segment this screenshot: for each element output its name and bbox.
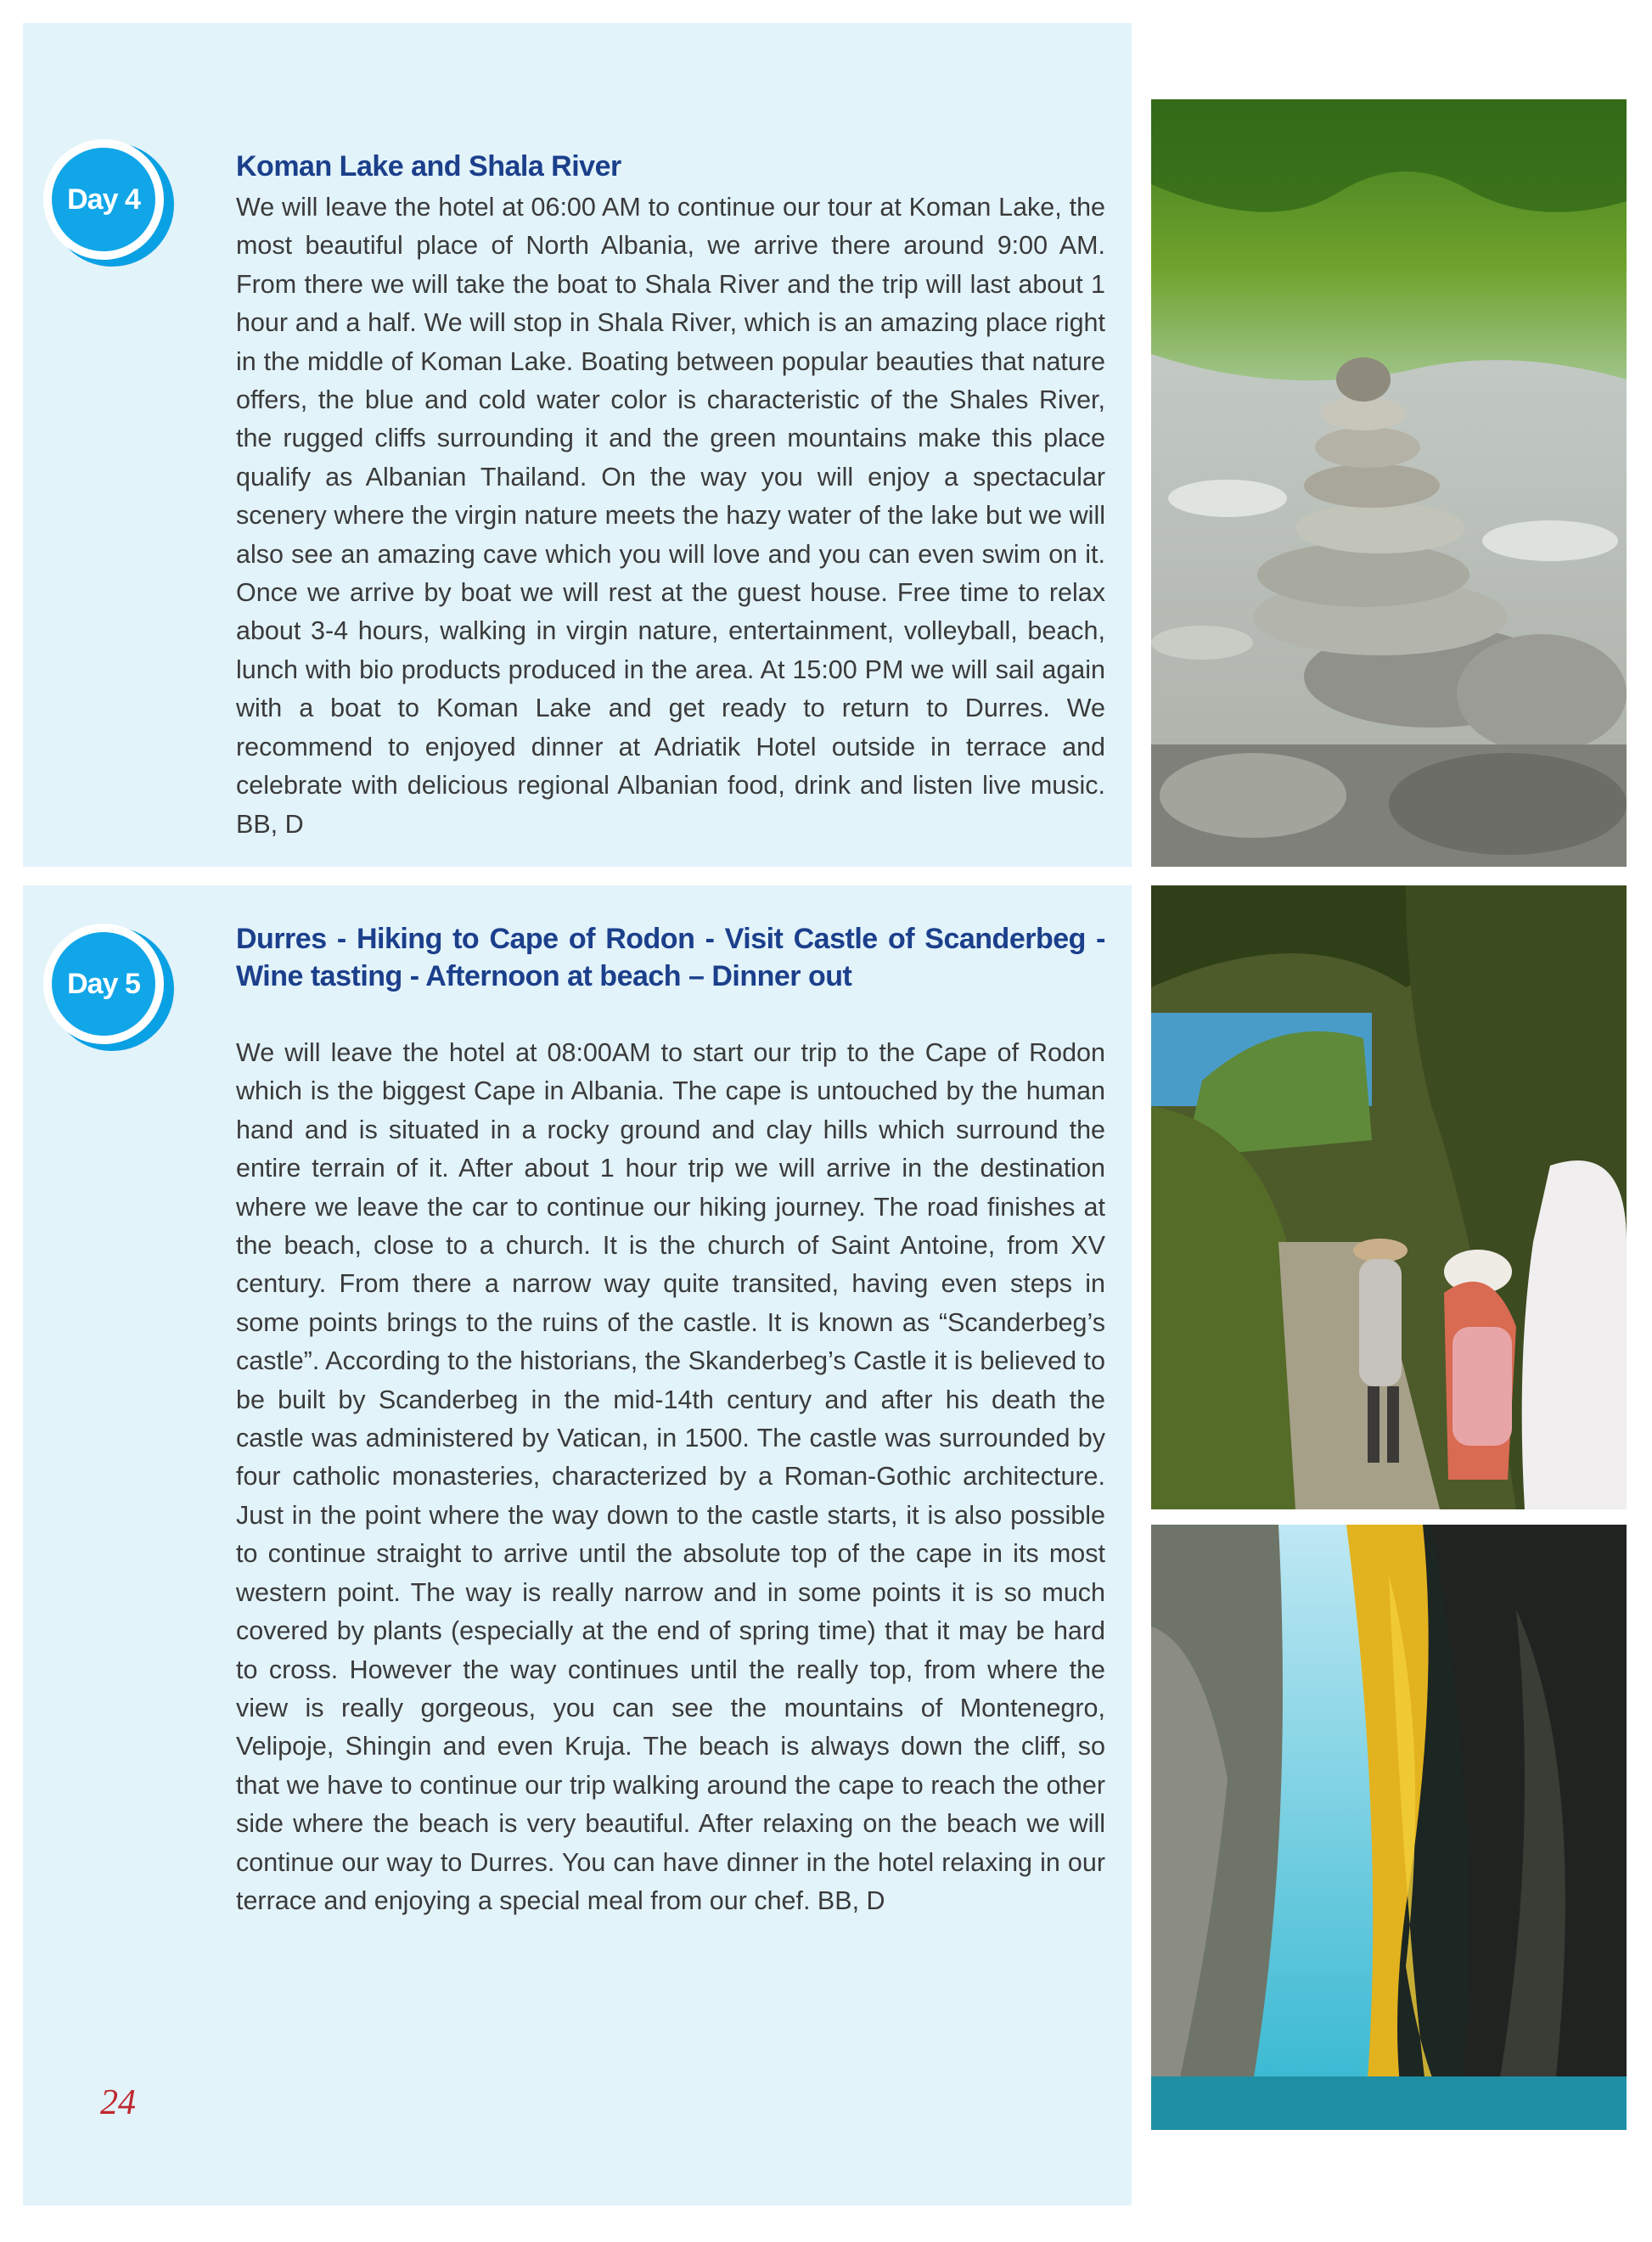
hikers-path-photo [1151,885,1627,1509]
day4-badge-label: Day 4 [52,148,155,251]
stacked-stones-photo [1151,99,1627,867]
waterfall-photo [1151,1525,1627,2130]
day5-description: We will leave the hotel at 08:00AM to start our trip to the Cape of Rodon which is the biggest Cape in Albania. The cape is untouched by the human hand and is situated in a rocky ground and clay hills which surround the entire terrain of it. After about 1 hour trip we will arrive in the destination where we leave the car to continue our hiking journey. The road finishes at the beach, close to a church. It is the church of Saint Antoine, from XV century. From there a narrow way quite transited, having even steps in some points brings to the ruins of the castle. It is known as “Scanderbeg’s castle”. According to the historians, the Skanderbeg’s Castle it is believed to be built by Scanderbeg in the mid-14th century and after his death the castle was administered by Vatican, in 1500. The castle was surrounded by four catholic monasteries, characterized by a Roman-Gothic architecture. Just in the point where the way down to the castle starts, it is also possible to continue straight to arrive until the absolute top of the cape in its most western point. The way is really narrow and in some points it is so much covered by plants (especially at the end of spring time) that it may be hard to cross. However the way continues until the really top, from where the view is really gorgeous, you can see the mountains of Montenegro, Velipoje, Shingin and even Kruja. The beach is always down the cliff, so that we have to continue our trip walking around the cape to reach the other side where the beach is very beautiful. After relaxing on the beach we will continue our way to Durres. You can have dinner in the hotel relaxing in our terrace and enjoying a special meal from our chef. BB, D [236,1038,1105,1915]
day4-description: We will leave the hotel at 06:00 AM to continue our tour at Koman Lake, the most beautiful place of North Albania, we arrive there around 9:00 AM. From there we will take the boat to Shala River and the trip will last about 1 hour and a half. We will stop in Shala River, which is an amazing place right in the middle of Koman Lake. Boating between popular beauties that nature offers, the blue and cold water color is characteristic of the Shales River, the rugged cliffs surrounding it and the green mountains make this place qualify as Albanian Thailand. On the way you will enjoy a spectacular scenery where the virgin nature meets the hazy water of the lake but we will also see an amazing cave which you will love and you can even swim on it. Once we arrive by boat we will rest at the guest house. Free time to relax about 3-4 hours, walking in virgin nature, entertainment, volleyball, beach, lunch with bio products produced in the area. At 15:00 PM we will sail again with a boat to Koman Lake and get ready to return to Durres. We recommend to enjoyed dinner at Adriatik Hotel outside in terrace and celebrate with delicious regional Albanian food, drink and listen live music. BB, D [236,193,1105,839]
day5-badge-label: Day 5 [52,932,155,1036]
day5-badge [43,924,174,1054]
page-number: 24 [100,2083,136,2122]
day4-badge [43,139,174,270]
day4-title: Koman Lake and Shala River [236,150,621,183]
day5-title: Durres - Hiking to Cape of Rodon - Visit Castle of Scanderbeg - Wine tasting - Afternoon at beach – Dinner out [236,923,1105,992]
